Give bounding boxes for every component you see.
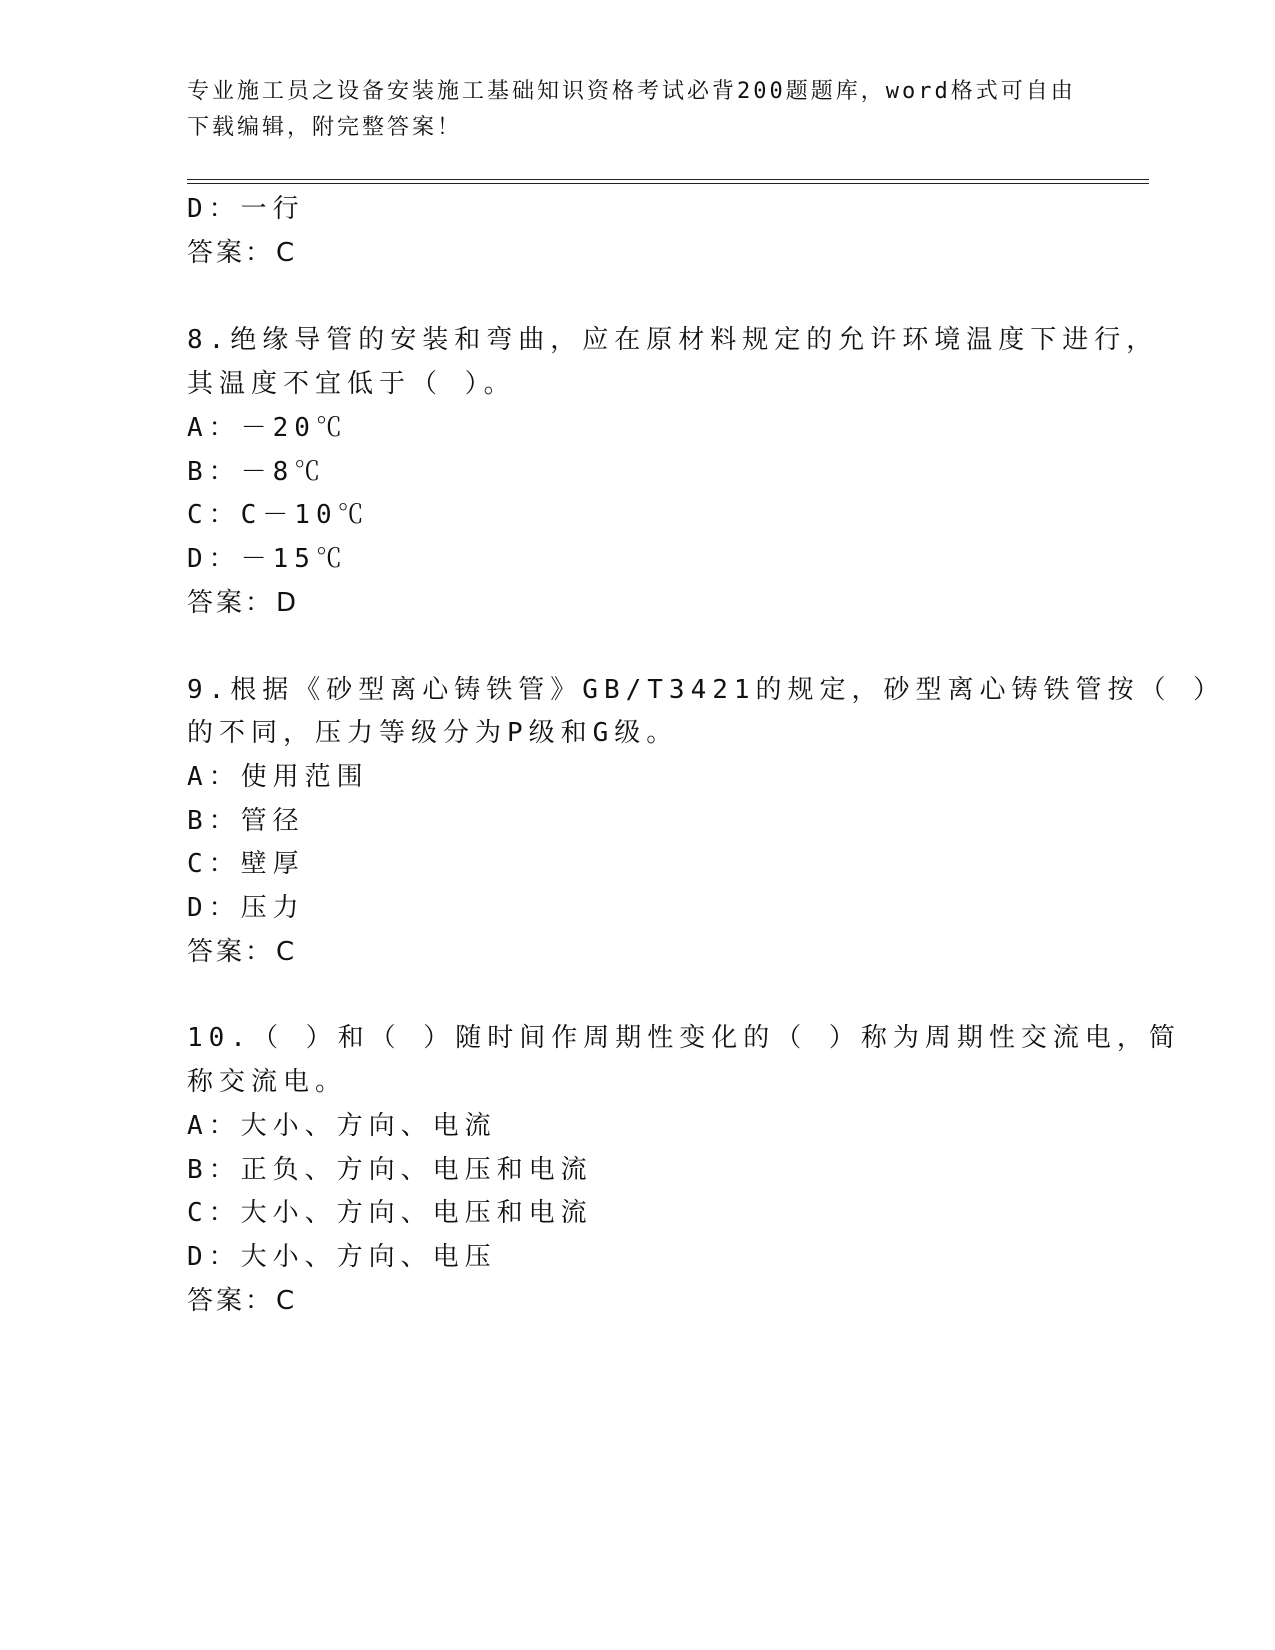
document-header [187, 74, 1087, 146]
q10-option-d: D：大小、方向、电压 [187, 1242, 497, 1272]
q8-answer-value: D [276, 588, 300, 618]
q8-option-c: C：C－10℃ [187, 500, 370, 530]
q9-stem-line-2: 的不同，压力等级分为P级和G级。 [187, 718, 679, 748]
q7-answer-value: C [276, 238, 298, 268]
header-divider-bottom [187, 183, 1149, 184]
q9-stem-line-1: 9.根据《砂型离心铸铁管》GB/T3421的规定，砂型离心铸铁管按（ ） [187, 675, 1226, 705]
q9-option-a: A：使用范围 [187, 762, 369, 792]
q8-stem-line-2: 其温度不宜低于（ ）。 [187, 369, 516, 399]
q10-option-a: A：大小、方向、电流 [187, 1111, 497, 1141]
q10-option-c: C：大小、方向、电压和电流 [187, 1198, 593, 1228]
q10-answer-value: C [276, 1286, 298, 1316]
q8-option-d: D：－15℃ [187, 544, 348, 574]
q9-answer [187, 935, 297, 969]
q8-option-a: A：－20℃ [187, 413, 348, 443]
header-divider-top [187, 179, 1149, 180]
q8-option-b: B：－8℃ [187, 457, 327, 487]
q7-answer-label: 答案： [187, 238, 275, 268]
q9-answer-label: 答案： [187, 937, 275, 967]
q10-option-b: B：正负、方向、电压和电流 [187, 1155, 593, 1185]
header-line-2: 下载编辑，附完整答案！ [187, 115, 463, 140]
q10-answer [187, 1284, 297, 1318]
q9-option-d: D：压力 [187, 893, 305, 923]
q10-stem-line-2: 称交流电。 [187, 1067, 348, 1097]
q8-stem-line-1: 8.绝缘导管的安装和弯曲，应在原材料规定的允许环境温度下进行， [187, 325, 1159, 355]
q9-answer-value: C [276, 937, 298, 967]
q10-answer-label: 答案： [187, 1286, 275, 1316]
header-line-1: 专业施工员之设备安装施工基础知识资格考试必背200题题库，word格式可自由 [187, 79, 1076, 104]
q7-option-d: D：一行 [187, 194, 305, 224]
q8-answer [187, 586, 299, 620]
q9-option-b: B：管径 [187, 806, 305, 836]
q7-answer [187, 236, 297, 270]
q8-answer-label: 答案： [187, 588, 275, 618]
q10-stem-line-1: 10.（ ）和（ ）随时间作周期性变化的（ ）称为周期性交流电，简 [187, 1023, 1181, 1053]
q9-option-c: C：壁厚 [187, 849, 305, 879]
